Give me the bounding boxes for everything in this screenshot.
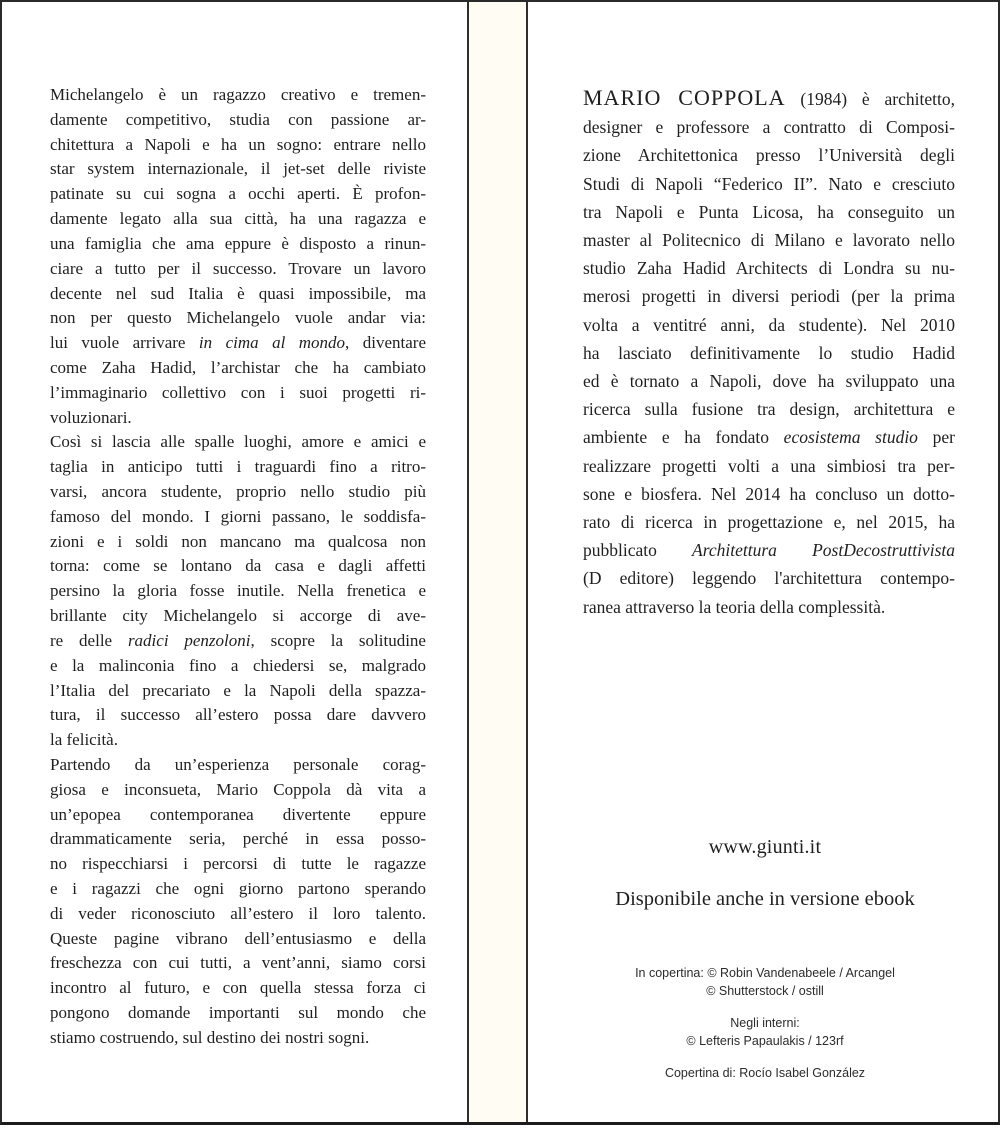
text-line bbox=[50, 902, 426, 927]
text-run: sone e biosfera. Nel 2014 ha concluso un dotto- bbox=[583, 483, 955, 504]
text-line bbox=[583, 423, 955, 451]
text-line bbox=[50, 108, 426, 133]
text-run: come Zaha Hadid, l’archistar che ha cambiato bbox=[50, 357, 426, 377]
text-line bbox=[583, 593, 955, 621]
text-run: di veder riconosciuto all’estero il loro talento. bbox=[50, 903, 426, 923]
text-run: un’epopea contemporanea divertente eppure bbox=[50, 804, 426, 824]
text-run: varsi, ancora studente, proprio nello studio più bbox=[50, 482, 426, 501]
text-line bbox=[50, 381, 426, 406]
text-line bbox=[583, 85, 955, 113]
text-line bbox=[583, 226, 955, 254]
italic-phrase: Architettura PostDecostruttivista bbox=[692, 540, 955, 561]
text-line bbox=[50, 505, 426, 530]
text-run: (D editore) leggendo l'architettura contempo- bbox=[583, 568, 955, 589]
text-run: non per questo Michelangelo vuole andar via: bbox=[50, 308, 426, 328]
text-line bbox=[50, 554, 426, 579]
text-line bbox=[50, 530, 426, 555]
text-run: pubblicato bbox=[583, 540, 693, 561]
text-line bbox=[50, 406, 426, 431]
text-run: drammaticamente seria, perché in essa posso- bbox=[50, 829, 426, 849]
credit-line: In copertina: © Robin Vandenabeele / Arcangel bbox=[635, 966, 895, 980]
text-line bbox=[50, 331, 426, 356]
text-run: realizzare progetti volti a una simbiosi tra per- bbox=[583, 455, 955, 476]
publisher-url: www.giunti.it bbox=[708, 836, 822, 858]
text-line bbox=[50, 728, 426, 753]
text-run: , diventare bbox=[345, 333, 426, 353]
text-run: (1984) è architetto, bbox=[785, 89, 955, 109]
text-line bbox=[583, 254, 955, 282]
text-line bbox=[583, 339, 955, 367]
text-run: freschezza con cui tutti, a vent’anni, siamo corsi bbox=[50, 953, 426, 973]
text-line bbox=[50, 852, 426, 877]
interior-photo-credit bbox=[530, 1014, 1000, 1050]
text-run: ciare a tutto per il successo. Trovare un lavoro bbox=[50, 258, 426, 278]
text-line bbox=[50, 232, 426, 257]
text-line bbox=[50, 827, 426, 852]
author-name: MARIO COPPOLA bbox=[583, 85, 786, 110]
text-run: zione Architettonica presso l’Università degli bbox=[583, 145, 955, 166]
text-line bbox=[50, 133, 426, 158]
text-run: star system internazionale, il jet-set delle riviste bbox=[50, 159, 426, 179]
text-line bbox=[50, 430, 426, 455]
text-run: Partendo da un’esperienza personale corag- bbox=[50, 754, 426, 774]
text-line bbox=[50, 455, 426, 480]
text-run: ambiente e ha fondato bbox=[583, 427, 784, 448]
text-line bbox=[50, 83, 426, 108]
text-line bbox=[583, 536, 955, 564]
text-run: brillante city Michelangelo si accorge di ave- bbox=[50, 606, 426, 626]
text-line bbox=[50, 1001, 426, 1026]
text-run: ha lasciato definitivamente lo studio Hadid bbox=[583, 342, 955, 363]
text-line bbox=[50, 157, 426, 182]
text-line bbox=[50, 604, 426, 629]
text-line bbox=[50, 927, 426, 952]
text-line bbox=[583, 141, 955, 169]
text-run: l’immaginario collettivo con i suoi progetti ri- bbox=[50, 382, 426, 402]
text-line bbox=[50, 257, 426, 282]
text-run: merosi progetti in diversi periodi (per la prima bbox=[583, 286, 955, 307]
text-line bbox=[583, 508, 955, 536]
text-run: voluzionari. bbox=[50, 407, 132, 427]
text-run: taglia in anticipo tutti i traguardi fino a ritro- bbox=[50, 457, 426, 477]
credit-line: © Lefteris Papaulakis / 123rf bbox=[686, 1034, 844, 1048]
text-run: damente legato alla sua città, ha una ragazza e bbox=[50, 209, 426, 229]
text-line bbox=[50, 356, 426, 381]
text-run: rato di ricerca in progettazione e, nel 2015, ha bbox=[583, 512, 955, 533]
text-line bbox=[50, 1026, 426, 1051]
text-run: damente competitivo, studia con passione ar- bbox=[50, 109, 426, 129]
text-run: tura, il successo all’estero possa dare davvero bbox=[50, 705, 426, 725]
text-run: ricerca sulla fusione tra design, architettura e bbox=[583, 399, 955, 420]
italic-phrase: ecosistema studio bbox=[783, 427, 918, 448]
text-run: pongono domande importanti sul mondo che bbox=[50, 1003, 426, 1023]
text-run: no rispecchiarsi i percorsi di tutte le ragazze bbox=[50, 854, 426, 874]
credit-line: © Shutterstock / ostill bbox=[706, 984, 824, 998]
synopsis-paragraph-3 bbox=[50, 753, 426, 1051]
text-run: Queste pagine vibrano dell’entusiasmo e della bbox=[50, 928, 426, 948]
text-line bbox=[50, 877, 426, 902]
text-run: famoso del mondo. I giorni passano, le soddisfa- bbox=[50, 506, 426, 526]
text-run: decente nel sud Italia è quasi impossibile, ma bbox=[50, 283, 426, 303]
text-line bbox=[50, 753, 426, 778]
text-run: re delle bbox=[50, 630, 128, 650]
text-line bbox=[50, 306, 426, 331]
cover-designer-credit bbox=[530, 1064, 1000, 1082]
synopsis-paragraph-2 bbox=[50, 430, 426, 753]
text-line bbox=[50, 654, 426, 679]
text-run: chitettura a Napoli e ha un sogno: entrare nello bbox=[50, 134, 426, 154]
text-run: e i ragazzi che ogni giorno partono sperando bbox=[50, 879, 426, 898]
text-run: studio Zaha Hadid Architects di Londra su nu- bbox=[583, 258, 955, 279]
credit-line: Negli interni: bbox=[730, 1016, 800, 1030]
text-run: designer e professore a contratto di Composi- bbox=[583, 117, 955, 138]
text-line bbox=[583, 198, 955, 226]
text-line bbox=[583, 395, 955, 423]
text-run: Michelangelo è un ragazzo creativo e tremen- bbox=[50, 85, 426, 104]
text-line bbox=[50, 679, 426, 704]
text-run: zioni e i soldi non mancano ma qualcosa non bbox=[50, 531, 426, 551]
text-run: incontro al futuro, e con quella stessa forza ci bbox=[50, 978, 426, 998]
author-bio bbox=[583, 85, 955, 621]
text-line bbox=[583, 367, 955, 395]
text-run: giosa e inconsueta, Mario Coppola dà vita a bbox=[50, 779, 426, 799]
text-run: la felicità. bbox=[50, 730, 118, 750]
text-line bbox=[50, 282, 426, 307]
text-run: persino la gloria fosse inutile. Nella frenetica e bbox=[50, 581, 426, 601]
text-line bbox=[583, 564, 955, 592]
text-run: Studi di Napoli “Federico II”. Nato e cresciuto bbox=[583, 173, 955, 194]
text-run: , scopre la solitudine bbox=[250, 630, 426, 650]
text-line bbox=[50, 778, 426, 803]
text-run: ranea attraverso la teoria della complessità. bbox=[583, 596, 886, 617]
text-line bbox=[583, 113, 955, 141]
text-line bbox=[50, 207, 426, 232]
text-run: l’Italia del precariato e la Napoli della spazza- bbox=[50, 680, 426, 700]
italic-phrase: in cima al mondo bbox=[198, 333, 346, 353]
text-line bbox=[50, 703, 426, 728]
text-line bbox=[50, 182, 426, 207]
text-line bbox=[50, 480, 426, 505]
credit-line: Copertina di: Rocío Isabel González bbox=[664, 1066, 866, 1080]
credits-block bbox=[530, 964, 1000, 1082]
text-line bbox=[50, 951, 426, 976]
italic-phrase: radici penzoloni bbox=[127, 630, 251, 650]
text-run: torna: come se lontano da casa e dagli affetti bbox=[50, 556, 426, 576]
text-line bbox=[583, 311, 955, 339]
text-run: ed è tornato a Napoli, dove ha sviluppato una bbox=[583, 371, 955, 392]
text-run: una famiglia che ama eppure è disposto a rinun- bbox=[50, 233, 426, 253]
text-run: lui vuole arrivare bbox=[50, 333, 199, 353]
text-line bbox=[583, 170, 955, 198]
text-line bbox=[50, 579, 426, 604]
text-run: tra Napoli e Punta Licosa, ha conseguito un bbox=[583, 201, 955, 222]
text-line bbox=[50, 629, 426, 654]
text-run: stiamo costruendo, sul destino dei nostri sogni. bbox=[50, 1027, 370, 1047]
text-line bbox=[583, 452, 955, 480]
synopsis-paragraph-1 bbox=[50, 83, 426, 430]
text-run: Così si lascia alle spalle luoghi, amore e amici e bbox=[50, 432, 426, 452]
front-flap-synopsis bbox=[50, 83, 426, 1051]
text-run: patinate su cui sogna a occhi aperti. È profon- bbox=[50, 184, 426, 204]
spine-fold bbox=[467, 2, 528, 1122]
text-line bbox=[50, 803, 426, 828]
cover-photo-credit bbox=[530, 964, 1000, 1000]
text-run: per bbox=[917, 427, 955, 448]
text-run: master al Politecnico di Milano e lavorato nello bbox=[583, 230, 955, 251]
ebook-availability-note: Disponibile anche in versione ebook bbox=[615, 888, 915, 910]
text-line bbox=[583, 282, 955, 310]
text-run: e la malinconia fino a chiedersi se, malgrado bbox=[50, 655, 426, 675]
text-line bbox=[583, 480, 955, 508]
text-line bbox=[50, 976, 426, 1001]
text-run: volta a ventitré anni, da studente). Nel 2010 bbox=[583, 314, 955, 335]
